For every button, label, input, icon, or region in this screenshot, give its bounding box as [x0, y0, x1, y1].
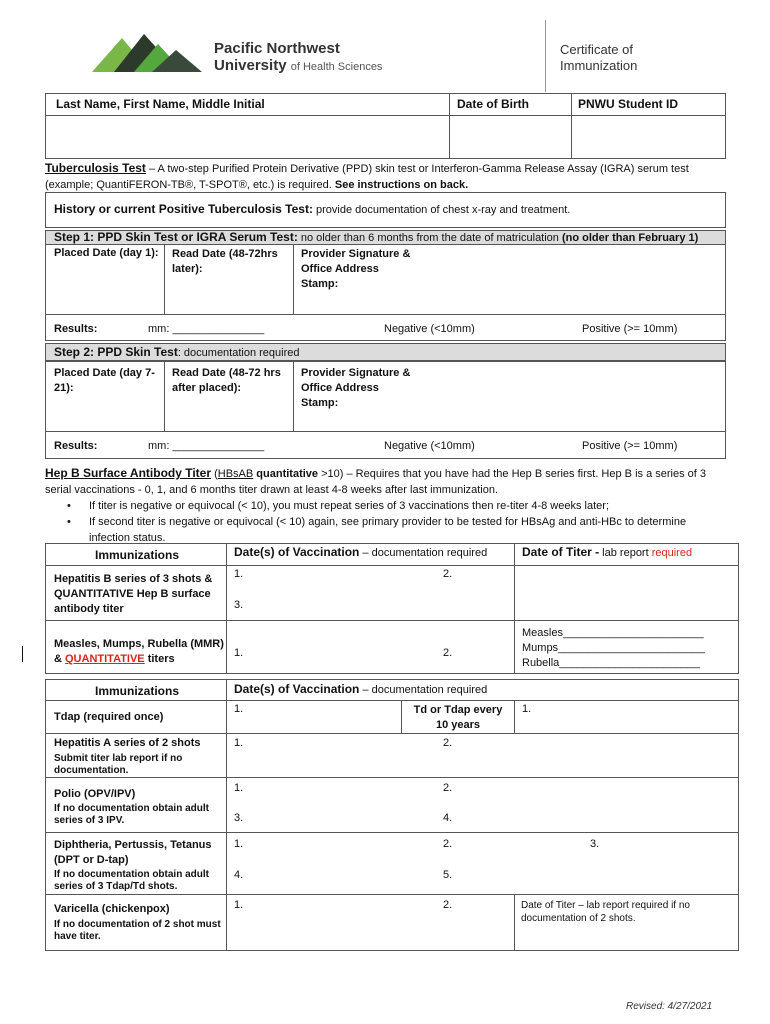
hepb-row-label [54, 572, 212, 617]
td-line1: Td or Tdap every [413, 704, 503, 716]
divider [45, 832, 739, 833]
mmr-row-titers: titers [144, 653, 175, 665]
tdap-label: Tdap (required once) [54, 711, 164, 723]
revised-date: Revised: 4/27/2021 [626, 1001, 713, 1012]
step1-read-date-label [172, 247, 278, 277]
text-cursor [22, 646, 23, 662]
pnwu-logo-icon [92, 30, 214, 74]
step2-signature-label [301, 366, 410, 411]
hepb-paren: ( [211, 468, 218, 480]
name-field[interactable] [46, 116, 448, 158]
hepb-bullet2-line1: If second titer is negative or equivocal (< 10) again, see primary provider to be tested for HBsAg and anti-HBc to determine [89, 516, 687, 528]
doc-title [560, 42, 637, 74]
step1-read-line1: Read Date (48-72hrs [172, 248, 278, 260]
step2-mm-field[interactable]: mm: _______________ [148, 440, 265, 452]
dpt-line1: Diphtheria, Pertussis, Tetanus [54, 839, 212, 851]
t2-col-dates-note: – documentation required [359, 684, 488, 696]
divider [293, 361, 294, 431]
dpt-dose-2[interactable]: 2. [443, 838, 453, 850]
hepa-dose-1[interactable]: 1. [234, 737, 244, 749]
org-name-line2 [214, 57, 382, 74]
divider [514, 700, 515, 733]
dpt-dose-3[interactable]: 3. [590, 838, 600, 850]
t1-col-immunizations: Immunizations [95, 548, 180, 562]
hepb-dose-1[interactable]: 1. [234, 568, 244, 580]
divider [45, 894, 739, 895]
step2-placed-line2: 21): [54, 382, 74, 394]
varicella-note [54, 919, 221, 943]
polio-label: Polio (OPV/IPV) [54, 788, 136, 800]
polio-note-line1: If no documentation obtain adult [54, 803, 209, 814]
sig-line1: Provider Signature & [301, 367, 411, 379]
hepb-quant: quantitative [253, 468, 319, 480]
sig-line2: Office Address [301, 263, 379, 275]
dpt-label [54, 838, 212, 868]
doc-title-line2: Immunization [560, 58, 638, 73]
step1-header-text [54, 231, 698, 245]
sig-line2: Office Address [301, 382, 379, 394]
student-id-label: PNWU Student ID [578, 97, 678, 111]
measles-titer-field[interactable]: Measles_______________________ [522, 627, 704, 639]
hepa-note-line2: documentation. [54, 765, 129, 776]
varicella-dose-1[interactable]: 1. [234, 899, 244, 911]
step2-label: Step 2: PPD Skin Test [54, 345, 178, 359]
step2-read-line2: after placed): [172, 382, 242, 394]
step2-header-text [54, 346, 300, 360]
divider [226, 679, 227, 951]
divider [45, 314, 726, 315]
t1-col-dates-note: – documentation required [359, 547, 488, 559]
dpt-line2: (DPT or D-tap) [54, 854, 129, 866]
step2-placed-line1: Placed Date (day 7- [54, 367, 155, 379]
hepb-bullet1: • If titer is negative or equivocal (< 10), you must repeat series of 3 vaccinations then re-titer 4-8 weeks later; [45, 498, 745, 514]
hepb-title: Hep B Surface Antibody Titer [45, 466, 212, 480]
mmr-row-quant: QUANTITATIVE [65, 653, 145, 665]
tb-dash: – [145, 163, 158, 175]
step1-deadline: (no older than February 1) [561, 232, 699, 244]
t1-col-titer [522, 546, 692, 560]
hepb-row-line3: antibody titer [54, 603, 124, 615]
step1-placed-date-label: Placed Date (day 1): [54, 247, 159, 259]
tb-instructions: See instructions on back. [334, 179, 469, 191]
varicella-titer-line1: Date of Titer – lab report required if no [521, 900, 690, 911]
mmr-titers [522, 626, 705, 671]
polio-dose-2[interactable]: 2. [443, 782, 453, 794]
divider [164, 361, 165, 431]
varicella-titer-line2: documentation of 2 shots. [521, 913, 636, 924]
td-every-10-label [402, 703, 514, 733]
step2-read-date-label [172, 366, 281, 396]
hepb-bullet2-line2: infection status. [89, 532, 166, 544]
divider [164, 244, 165, 314]
varicella-note-line2: have titer. [54, 931, 101, 942]
td-line2: 10 years [435, 719, 481, 731]
dob-label: Date of Birth [457, 97, 529, 111]
dpt-dose-4[interactable]: 4. [234, 869, 244, 881]
step2-negative[interactable]: Negative (<10mm) [384, 440, 475, 452]
name-label: Last Name, First Name, Middle Initial [56, 97, 265, 111]
step1-note: no older than 6 months from the date of matriculation [297, 232, 562, 244]
t2-col-dates-label: Date(s) of Vaccination [234, 682, 360, 696]
header-divider [545, 20, 546, 92]
rubella-titer-field[interactable]: Rubella_______________________ [522, 657, 701, 669]
t2-col-dates [234, 683, 487, 697]
varicella-label: Varicella (chickenpox) [54, 903, 170, 915]
sig-line1: Provider Signature & [301, 248, 411, 260]
dpt-note-line2: series of 3 Tdap/Td shots. [54, 881, 178, 892]
step1-signature-label [301, 247, 410, 292]
hepb-dose-2[interactable]: 2. [443, 568, 453, 580]
dpt-dose-5[interactable]: 5. [443, 869, 453, 881]
hepb-line1-rest: >10) – Requires that you have had the Hep B series first. Hep B is a series of 3 [318, 468, 706, 480]
dpt-dose-1[interactable]: 1. [234, 838, 244, 850]
org-name-line1: Pacific Northwest [214, 40, 340, 57]
step1-read-line2: later): [172, 263, 203, 275]
divider [45, 733, 739, 734]
tb-history-label: History or current Positive Tuberculosis Test: [54, 202, 313, 216]
tb-intro-line2: (example; QuantiFERON-TB®, T-SPOT®, etc.) is required. [45, 179, 335, 191]
polio-dose-4[interactable]: 4. [443, 812, 453, 824]
divider [226, 543, 227, 674]
step1-negative[interactable]: Negative (<10mm) [384, 323, 475, 335]
polio-note [54, 803, 209, 827]
polio-dose-3[interactable]: 3. [234, 812, 244, 824]
doc-title-line1: Certificate of [560, 42, 633, 57]
mmr-row-label [54, 637, 224, 667]
dpt-note-line1: If no documentation obtain adult [54, 869, 209, 880]
dob-field[interactable] [450, 116, 570, 158]
step1-positive[interactable]: Positive (>= 10mm) [582, 323, 678, 335]
hepb-titer-field[interactable] [515, 566, 738, 619]
tb-title: Tuberculosis Test [45, 161, 146, 175]
t1-col-dates [234, 546, 487, 560]
hepb-line2: serial vaccinations - 0, 1, and 6 months titer drawn at least 4-8 weeks after last immunization. [45, 484, 499, 496]
hepb-section [45, 465, 745, 546]
tb-intro-line1: A two-step Purified Protein Derivative (PPD) skin test or Interferon-Gamma Release Assay (IGRA) serum test [157, 163, 689, 175]
step2-placed-date-label [54, 366, 155, 396]
divider [514, 894, 515, 951]
step1-results-label: Results: [54, 323, 98, 335]
sig-line3: Stamp: [301, 278, 339, 290]
mumps-titer-field[interactable]: Mumps________________________ [522, 642, 705, 654]
tb-intro [45, 162, 735, 192]
step1-label: Step 1: PPD Skin Test or IGRA Serum Test: [54, 230, 298, 244]
hepa-dose-2[interactable]: 2. [443, 737, 453, 749]
student-id-field[interactable] [572, 116, 725, 158]
t1-col-titer-required: required [651, 547, 693, 559]
hepa-note-line1: Submit titer lab report if no [54, 753, 183, 764]
varicella-titer [521, 899, 690, 925]
varicella-dose-2[interactable]: 2. [443, 899, 453, 911]
tdap-dose-1[interactable]: 1. [234, 703, 244, 715]
sig-line3: Stamp: [301, 397, 339, 409]
divider [293, 244, 294, 314]
org-name-university: University [214, 57, 287, 74]
hepb-bullet2 [45, 514, 745, 546]
step1-mm-field[interactable]: mm: _______________ [148, 323, 265, 335]
org-name-suffix: of Health Sciences [290, 61, 383, 73]
t1-col-titer-note: lab report [599, 547, 652, 559]
step2-note: : documentation required [177, 347, 300, 359]
mmr-dose-1[interactable]: 1. [234, 647, 244, 659]
dpt-note [54, 869, 209, 893]
t1-col-dates-label: Date(s) of Vaccination [234, 545, 360, 559]
mmr-row-amp: & [54, 653, 65, 665]
polio-note-line2: series of 3 IPV. [54, 815, 125, 826]
step2-read-line1: Read Date (48-72 hrs [172, 367, 281, 379]
hepa-note [54, 753, 182, 777]
mmr-row-line1: Measles, Mumps, Rubella (MMR) [54, 638, 224, 650]
divider [45, 777, 739, 778]
mmr-dose-2[interactable]: 2. [443, 647, 453, 659]
hepb-dose-3[interactable]: 3. [234, 599, 244, 611]
divider [45, 700, 739, 701]
hepb-hbsab: HBsAB [217, 468, 254, 480]
divider [45, 431, 726, 432]
tb-history-text [54, 203, 570, 217]
hepb-row-line1: Hepatitis B series of 3 shots & [54, 573, 213, 585]
divider [45, 620, 739, 621]
step2-positive[interactable]: Positive (>= 10mm) [582, 440, 678, 452]
tb-history-note: provide documentation of chest x-ray and treatment. [312, 204, 571, 216]
hepb-row-line2: QUANTITATIVE Hep B surface [54, 588, 211, 600]
varicella-note-line1: If no documentation of 2 shot must [54, 919, 221, 930]
t1-col-titer-label: Date of Titer - [522, 545, 600, 559]
hepa-label: Hepatitis A series of 2 shots [54, 737, 201, 749]
t2-col-immunizations: Immunizations [95, 684, 180, 698]
step2-results-label: Results: [54, 440, 98, 452]
td-dose-1[interactable]: 1. [522, 703, 532, 715]
polio-dose-1[interactable]: 1. [234, 782, 244, 794]
